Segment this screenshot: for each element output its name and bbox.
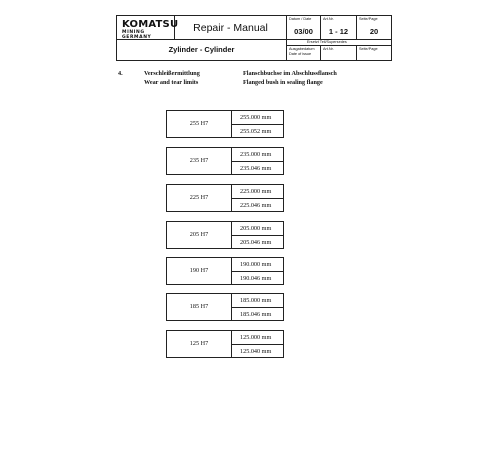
lower-limit: 225.046 mm xyxy=(240,202,272,209)
issue-date-label-en: Date of issue xyxy=(289,52,312,56)
fit-designation: 235 H7 xyxy=(189,157,209,164)
fit-designation: 185 H7 xyxy=(189,303,209,310)
superseded-article-label: Art.Nr. xyxy=(323,47,334,51)
upper-limit: 125.000 mm xyxy=(240,334,272,341)
section-title-de: Verschleißermittlung xyxy=(144,70,200,77)
fit-designation: 125 H7 xyxy=(189,340,209,347)
lower-limit: 235.046 mm xyxy=(240,165,272,172)
superseded-article-cell xyxy=(321,46,357,60)
manual-title: Repair - Manual xyxy=(193,22,268,34)
article-number-cell xyxy=(321,16,357,40)
company-logo: KOMATSU xyxy=(122,19,179,30)
section-subtitle-en: Flanged bush in sealing flange xyxy=(243,79,323,86)
fit-designation: 225 H7 xyxy=(189,194,209,201)
upper-limit: 225.000 mm xyxy=(240,188,272,195)
superseded-page-label: Seite/Page xyxy=(359,47,378,51)
date-value: 03/00 xyxy=(294,27,313,36)
article-number-label: Art.Nr. xyxy=(323,17,334,21)
fit-designation: 190 H7 xyxy=(189,267,209,274)
lower-limit: 255.052 mm xyxy=(240,128,272,135)
page-number-cell xyxy=(357,16,391,40)
tolerance-box xyxy=(166,293,284,321)
company-logo-subtitle: MINING GERMANY xyxy=(122,30,152,40)
page-number-value: 20 xyxy=(369,27,379,36)
tolerance-box xyxy=(166,330,284,358)
manual-title-cell xyxy=(175,16,287,40)
section-number: 4. xyxy=(118,70,123,77)
date-cell xyxy=(287,16,321,40)
page-number-label: Seite/Page xyxy=(359,17,378,21)
upper-limit: 185.000 mm xyxy=(240,297,272,304)
lower-limit: 185.046 mm xyxy=(240,311,272,318)
fit-designation: 255 H7 xyxy=(189,120,209,127)
title-block xyxy=(116,15,392,61)
upper-limit: 190.000 mm xyxy=(240,261,272,268)
upper-limit: 255.000 mm xyxy=(240,114,272,121)
tolerance-box xyxy=(166,110,284,138)
issue-date-label-de: Ausgabedatum xyxy=(289,47,315,51)
section-title-en: Wear and tear limits xyxy=(144,79,199,86)
lower-limit: 205.046 mm xyxy=(240,239,272,246)
article-number-value: 1 - 12 xyxy=(328,27,349,36)
superseded-page-cell xyxy=(357,46,391,60)
tolerance-box xyxy=(166,184,284,212)
date-label: Datum / Date xyxy=(289,17,312,21)
section-subtitle-de: Flanschbuchse im Abschlussflansch xyxy=(243,70,337,77)
fit-designation: 205 H7 xyxy=(189,231,209,238)
tolerance-box xyxy=(166,147,284,175)
tolerance-box xyxy=(166,221,284,249)
supersedes-label: Ersetzt Teil/Supersedes xyxy=(307,40,347,44)
upper-limit: 235.000 mm xyxy=(240,151,272,158)
upper-limit: 205.000 mm xyxy=(240,225,272,232)
lower-limit: 190.046 mm xyxy=(240,275,272,282)
subject-title: Zylinder - Cylinder xyxy=(168,45,235,54)
subject-cell xyxy=(117,40,287,60)
logo-cell xyxy=(117,16,179,40)
tolerance-box xyxy=(166,257,284,285)
lower-limit: 125.040 mm xyxy=(240,348,272,355)
issue-date-cell xyxy=(287,46,321,60)
